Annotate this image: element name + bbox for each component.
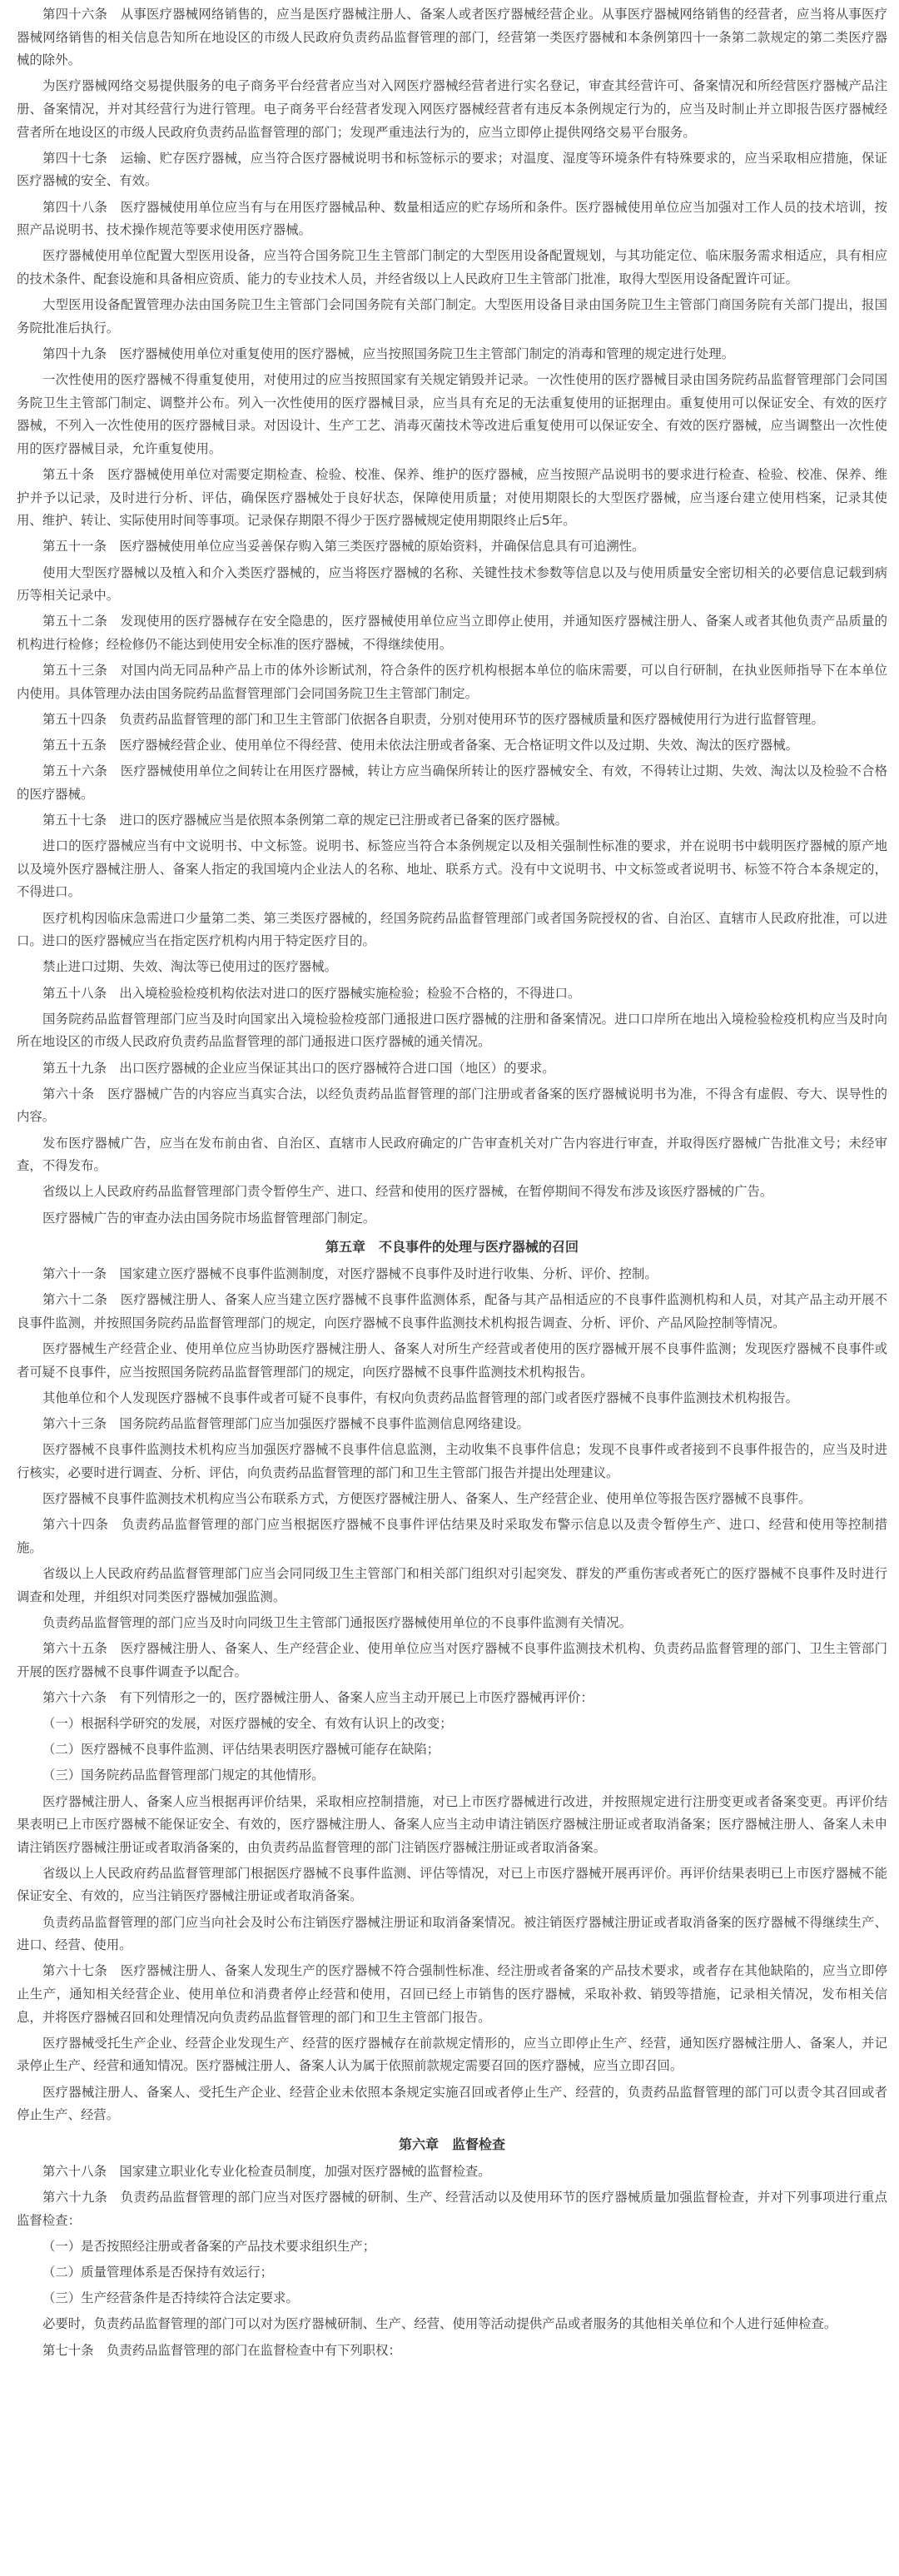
paragraph: 为医疗器械网络交易提供服务的电子商务平台经营者应当对入网医疗器械经营者进行实名登记，审查其经营许可、备案情况和所经营医疗器械产品注册、备案情况，并对其经营行为进行管理。电子商务平台经营者发现入网医疗器械经营者有违反本条例规定行为的，应当及时制止并立即报告医疗器械经营者所在地设区的市级人民政府负责药品监督管理的部门；发现严重违法行为的，应当立即停止提供网络交易平台服务。 <box>17 78 887 140</box>
paragraph: 第五十九条 出口医疗器械的企业应当保证其出口的医疗器械符合进口国（地区）的要求。 <box>42 1060 555 1076</box>
paragraph: 医疗器械注册人、备案人、受托生产企业、经营企业未依照本条规定实施召回或者停止生产、经营的，负责药品监督管理的部门可以责令其召回或者停止生产、经营。 <box>17 2084 887 2123</box>
paragraph: 国务院药品监督管理部门应当及时向国家出入境检验检疫部门通报进口医疗器械的注册和备案情况。进口口岸所在地出入境检验检疫机构应当及时向所在地设区的市级人民政府负责药品监督管理的部门通报进口医疗器械的通关情况。 <box>17 1011 887 1050</box>
paragraph: 第六十六条 有下列情形之一的，医疗器械注册人、备案人应当主动开展已上市医疗器械再评价： <box>42 1689 594 1705</box>
paragraph: 第四十七条 运输、贮存医疗器械，应当符合医疗器械说明书和标签标示的要求；对温度、湿度等环境条件有特殊要求的，应当采取相应措施，保证医疗器械的安全、有效。 <box>17 150 887 189</box>
paragraph: 进口的医疗器械应当有中文说明书、中文标签。说明书、标签应当符合本条例规定以及相关强制性标准的要求，并在说明书中载明医疗器械的原产地以及境外医疗器械注册人、备案人指定的我国境内企业法人的名称、地址、联系方式。没有中文说明书、中文标签或者说明书、标签不符合本条规定的，不得进口。 <box>17 838 887 900</box>
paragraph: 第六十九条 负责药品监督管理的部门应当对医疗器械的研制、生产、经营活动以及使用环节的医疗器械质量加强监督检查，并对下列事项进行重点监督检查： <box>17 2189 887 2228</box>
paragraph: 第五十五条 医疗器械经营企业、使用单位不得经营、使用未依法注册或者备案、无合格证明文件以及过期、失效、淘汰的医疗器械。 <box>42 738 799 753</box>
paragraph: 一次性使用的医疗器械不得重复使用，对使用过的应当按照国家有关规定销毁并记录。一次性使用的医疗器械目录由国务院药品监督管理部门会同国务院卫生主管部门制定、调整并公布。列入一次性使用的医疗器械目录，应当具有充足的无法重复使用的证据理由。重复使用可以保证安全、有效的医疗器械，不列入一次性使用的医疗器械目录。对因设计、生产工艺、消毒灭菌技术等改进后重复使用可以保证安全、有效的医疗器械，应当调整出一次性使用的医疗器械目录，允许重复使用。 <box>17 372 887 456</box>
paragraph: 医疗器械生产经营企业、使用单位应当协助医疗器械注册人、备案人对所生产经营或者使用的医疗器械开展不良事件监测；发现医疗器械不良事件或者可疑不良事件，应当按照国务院药品监督管理部门的规定，向医疗器械不良事件监测技术机构报告。 <box>17 1341 887 1380</box>
paragraph: 第四十九条 医疗器械使用单位对重复使用的医疗器械，应当按照国务院卫生主管部门制定的消毒和管理的规定进行处理。 <box>42 346 735 361</box>
paragraph: 发布医疗器械广告，应当在发布前由省、自治区、直辖市人民政府确定的广告审查机关对广告内容进行审查，并取得医疗器械广告批准文号；未经审查，不得发布。 <box>17 1135 887 1174</box>
list-item: （一）根据科学研究的发展，对医疗器械的安全、有效有认识上的改变； <box>42 1715 453 1731</box>
paragraph: 第六十条 医疗器械广告的内容应当真实合法，以经负责药品监督管理的部门注册或者备案的医疗器械说明书为准，不得含有虚假、夸大、误导性的内容。 <box>17 1086 887 1125</box>
paragraph: 医疗器械受托生产企业、经营企业发现生产、经营的医疗器械存在前款规定情形的，应当立即停止生产、经营，通知医疗器械注册人、备案人，并记录停止生产、经营和通知情况。医疗器械注册人、备案人认为属于依照前款规定需要召回的医疗器械，应当立即召回。 <box>17 2035 887 2074</box>
list-item: （三）国务院药品监督管理部门规定的其他情形。 <box>42 1768 325 1783</box>
paragraph: 医疗机构因临床急需进口少量第二类、第三类医疗器械的，经国务院药品监督管理部门或者国务院授权的省、自治区、直辖市人民政府批准，可以进口。进口的医疗器械应当在指定医疗机构内用于特定医疗目的。 <box>17 910 887 949</box>
paragraph: 第七十条 负责药品监督管理的部门在监督检查中有下列职权： <box>42 2342 401 2358</box>
paragraph: 第六十五条 医疗器械注册人、备案人、生产经营企业、使用单位应当对医疗器械不良事件监测技术机构、负责药品监督管理的部门、卫生主管部门开展的医疗器械不良事件调查予以配合。 <box>17 1640 887 1679</box>
paragraph: 第五十三条 对国内尚无同品种产品上市的体外诊断试剂，符合条件的医疗机构根据本单位的临床需要，可以自行研制，在执业医师指导下在本单位内使用。具体管理办法由国务院药品监督管理部门会同国务院卫生主管部门制定。 <box>17 663 887 701</box>
chapter-heading: 第六章 监督检查 <box>398 2136 505 2152</box>
list-item: （一）是否按照经注册或者备案的产品技术要求组织生产； <box>42 2238 376 2254</box>
paragraph: 第六十二条 医疗器械注册人、备案人应当建立医疗器械不良事件监测体系，配备与其产品相适应的不良事件监测机构和人员，对其产品主动开展不良事件监测，并按照国务院药品监督管理部门的规定，向医疗器械不良事件监测技术机构报告调查、分析、评价、产品风险控制等情况。 <box>17 1292 887 1330</box>
paragraph: 负责药品监督管理的部门应当向社会及时公布注销医疗器械注册证和取消备案情况。被注销医疗器械注册证或者取消备案的医疗器械不得继续生产、进口、经营、使用。 <box>17 1914 887 1953</box>
paragraph: 医疗器械不良事件监测技术机构应当公布联系方式，方便医疗器械注册人、备案人、生产经营企业、使用单位等报告医疗器械不良事件。 <box>42 1491 812 1507</box>
paragraph: 负责药品监督管理的部门应当及时向同级卫生主管部门通报医疗器械使用单位的不良事件监测有关情况。 <box>42 1614 632 1630</box>
paragraph: 医疗器械广告的审查办法由国务院市场监督管理部门制定。 <box>42 1210 376 1226</box>
paragraph: 第四十六条 从事医疗器械网络销售的，应当是医疗器械注册人、备案人或者医疗器械经营企业。从事医疗器械网络销售的经营者，应当将从事医疗器械网络销售的相关信息告知所在地设区的市级人民政府负责药品监督管理的部门，经营第一类医疗器械和本条例第四十一条第二款规定的第二类医疗器械的除外。 <box>17 7 887 68</box>
paragraph: 其他单位和个人发现医疗器械不良事件或者可疑不良事件，有权向负责药品监督管理的部门或者医疗器械不良事件监测技术机构报告。 <box>42 1390 799 1405</box>
paragraph: 第五十四条 负责药品监督管理的部门和卫生主管部门依据各自职责，分别对使用环节的医疗器械质量和医疗器械使用行为进行监督管理。 <box>42 711 824 727</box>
chapter-heading: 第五章 不良事件的处理与医疗器械的召回 <box>325 1239 579 1256</box>
paragraph: 省级以上人民政府药品监督管理部门责令暂停生产、进口、经营和使用的医疗器械，在暂停期间不得发布涉及该医疗器械的广告。 <box>42 1184 773 1200</box>
paragraph: 第六十一条 国家建立医疗器械不良事件监测制度，对医疗器械不良事件及时进行收集、分析、评价、控制。 <box>42 1266 658 1282</box>
paragraph: 必要时，负责药品监督管理的部门可以对为医疗器械研制、生产、经营、使用等活动提供产品或者服务的其他相关单位和个人进行延伸检查。 <box>42 2316 837 2332</box>
list-item: （二）医疗器械不良事件监测、评估结果表明医疗器械可能存在缺陷； <box>42 1742 440 1758</box>
paragraph: 第四十八条 医疗器械使用单位应当有与在用医疗器械品种、数量相适应的贮存场所和条件。医疗器械使用单位应当加强对工作人员的技术培训，按照产品说明书、技术操作规范等要求使用医疗器械。 <box>17 199 887 238</box>
paragraph: 医疗器械不良事件监测技术机构应当加强医疗器械不良事件信息监测，主动收集不良事件信息；发现不良事件或者接到不良事件报告的，应当及时进行核实，必要时进行调查、分析、评估，向负责药品监督管理的部门和卫生主管部门报告并提出处理建议。 <box>17 1442 887 1480</box>
paragraph: 第六十四条 负责药品监督管理的部门应当根据医疗器械不良事件评估结果及时采取发布警示信息以及责令暂停生产、进口、经营和使用等控制措施。 <box>17 1517 887 1555</box>
paragraph: 第五十二条 发现使用的医疗器械存在安全隐患的，医疗器械使用单位应当立即停止使用，并通知医疗器械注册人、备案人或者其他负责产品质量的机构进行检修；经检修仍不能达到使用安全标准的医疗器械，不得继续使用。 <box>17 614 887 652</box>
paragraph: 禁止进口过期、失效、淘汰等已使用过的医疗器械。 <box>42 959 337 975</box>
paragraph: 第六十三条 国务院药品监督管理部门应当加强医疗器械不良事件监测信息网络建设。 <box>42 1416 529 1432</box>
paragraph: 大型医用设备配置管理办法由国务院卫生主管部门会同国务院有关部门制定。大型医用设备目录由国务院卫生主管部门商国务院有关部门提出，报国务院批准后执行。 <box>17 297 887 336</box>
paragraph: 省级以上人民政府药品监督管理部门应当会同同级卫生主管部门和相关部门组织对引起突发、群发的严重伤害或者死亡的医疗器械不良事件及时进行调查和处理，并组织对同类医疗器械加强监测。 <box>17 1566 887 1604</box>
paragraph: 省级以上人民政府药品监督管理部门根据医疗器械不良事件监测、评估等情况，对已上市医疗器械开展再评价。再评价结果表明已上市医疗器械不能保证安全、有效的，应当注销医疗器械注册证或者取消备案。 <box>17 1865 887 1904</box>
paragraph: 使用大型医疗器械以及植入和介入类医疗器械的，应当将医疗器械的名称、关键性技术参数等信息以及与使用质量安全密切相关的必要信息记载到病历等相关记录中。 <box>17 564 887 604</box>
list-item: （二）质量管理体系是否保持有效运行； <box>42 2264 274 2280</box>
paragraph: 第五十八条 出入境检验检疫机构依法对进口的医疗器械实施检验；检验不合格的，不得进口。 <box>42 985 581 1001</box>
paragraph: 医疗器械注册人、备案人应当根据再评价结果，采取相应控制措施，对已上市医疗器械进行改进，并按照规定进行注册变更或者备案变更。再评价结果表明已上市医疗器械不能保证安全、有效的，医疗器械注册人、备案人应当主动申请注销医疗器械注册证或者取消备案；医疗器械注册人、备案人未申请注销医疗器械注册证或者取消备案的，由负责药品监督管理的部门注销医疗器械注册证或者取消备案。 <box>17 1793 887 1855</box>
paragraph: 第五十七条 进口的医疗器械应当是依照本条例第二章的规定已注册或者已备案的医疗器械。 <box>42 813 569 828</box>
regulation-text-body <box>17 3 887 2362</box>
paragraph: 第五十六条 医疗器械使用单位之间转让在用医疗器械，转让方应当确保所转让的医疗器械安全、有效，不得转让过期、失效、淘汰以及检验不合格的医疗器械。 <box>17 763 887 802</box>
paragraph: 第六十八条 国家建立职业化专业化检查员制度，加强对医疗器械的监督检查。 <box>42 2163 491 2179</box>
paragraph: 第六十七条 医疗器械注册人、备案人发现生产的医疗器械不符合强制性标准、经注册或者备案的产品技术要求，或者存在其他缺陷的，应当立即停止生产，通知相关经营企业、使用单位和消费者停止经营和使用，召回已经上市销售的医疗器械，采取补救、销毁等措施，记录相关情况，发布相关信息，并将医疗器械召回和处理情况向负责药品监督管理的部门和卫生主管部门报告。 <box>17 1963 887 2025</box>
list-item: （三）生产经营条件是否持续符合法定要求。 <box>42 2290 299 2306</box>
paragraph: 医疗器械使用单位配置大型医用设备，应当符合国务院卫生主管部门制定的大型医用设备配置规划，与其功能定位、临床服务需求相适应，具有相应的技术条件、配套设施和具备相应资质、能力的专业技术人员，并经省级以上人民政府卫生主管部门批准，取得大型医用设备配置许可证。 <box>17 248 887 286</box>
paragraph: 第五十条 医疗器械使用单位对需要定期检查、检验、校准、保养、维护的医疗器械，应当按照产品说明书的要求进行检查、检验、校准、保养、维护并予以记录，及时进行分析、评估，确保医疗器械处于良好状态，保障使用质量；对使用期限长的大型医疗器械，应当逐台建立使用档案，记录其使用、维护、转让、实际使用时间等事项。记录保存期限不得少于医疗器械规定使用期限终止后5年。 <box>17 467 887 529</box>
paragraph: 第五十一条 医疗器械使用单位应当妥善保存购入第三类医疗器械的原始资料，并确保信息具有可追溯性。 <box>42 539 645 554</box>
